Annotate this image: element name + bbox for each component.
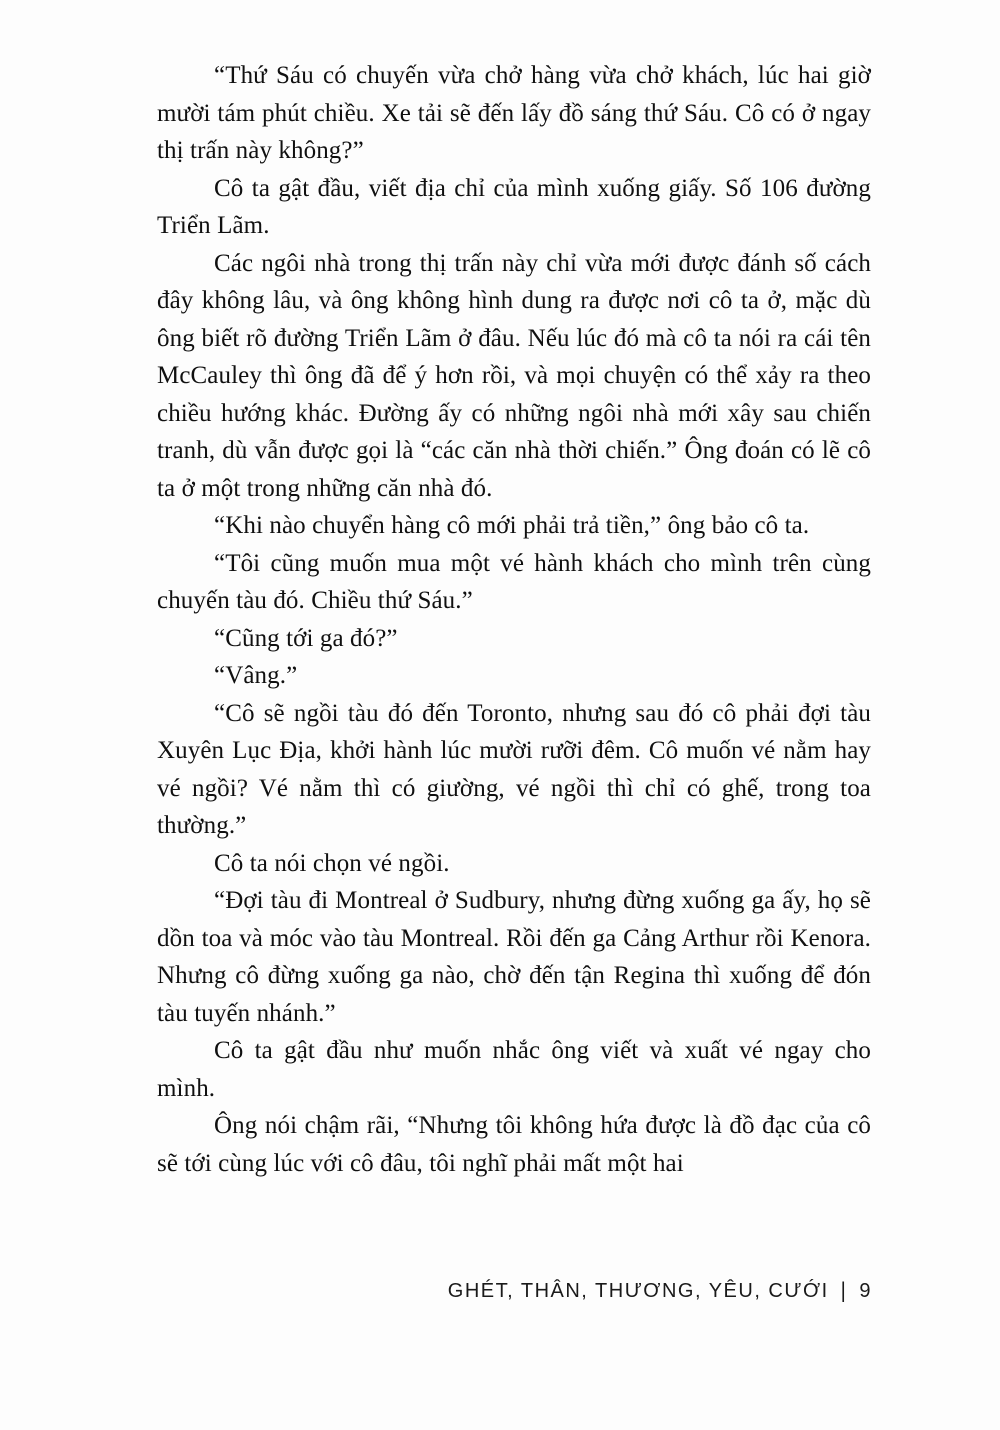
paragraph: Cô ta nói chọn vé ngồi.	[214, 849, 450, 877]
paragraph: “Khi nào chuyển hàng cô mới phải trả tiền,” ông bảo cô ta.	[214, 512, 810, 539]
paragraph: Cô ta gật đầu, viết địa chỉ của mình xuống giấy. Số 106 đường Triển Lãm.	[157, 174, 871, 239]
footer-separator: |	[840, 1278, 848, 1304]
paragraph: Ông nói chậm rãi, “Nhưng tôi không hứa được là đồ đạc của cô sẽ tới cùng lúc với cô đâu, tôi nghĩ phải mất một hai	[157, 1112, 871, 1177]
paragraph: “Tôi cũng muốn mua một vé hành khách cho mình trên cùng chuyến tàu đó. Chiều thứ Sáu.”	[157, 549, 871, 614]
paragraph: “Cũng tới ga đó?”	[214, 624, 398, 652]
paragraph: Cô ta gật đầu như muốn nhắc ông viết và xuất vé ngay cho mình.	[157, 1037, 871, 1102]
paragraph: “Đợi tàu đi Montreal ở Sudbury, nhưng đừng xuống ga ấy, họ sẽ dồn toa và móc vào tàu Montreal. Rồi đến ga Cảng Arthur rồi Kenora. Nhưng cô đừng xuống ga nào, chờ đến tận Regina thì xuống để đón tàu tuyến nhánh.”	[157, 887, 871, 1027]
paragraph: Các ngôi nhà trong thị trấn này chỉ vừa mới được đánh số cách đây không lâu, và ông không hình dung ra được nơi cô ta ở, mặc dù ông biết rõ đường Triển Lãm ở đâu. Nếu lúc đó mà cô ta nói ra cái tên McCauley thì ông đã để ý hơn rồi, và mọi chuyện có thể xảy ra theo chiều hướng khác. Đường ấy có những ngôi nhà mới xây sau chiến tranh, dù vẫn được gọi là “các căn nhà thời chiến.” Ông đoán có lẽ cô ta ở một trong những căn nhà đó.	[157, 249, 871, 502]
running-title: GHÉT, THÂN, THƯƠNG, YÊU, CƯỚI	[447, 1280, 829, 1302]
paragraph: “Thứ Sáu có chuyến vừa chở hàng vừa chở khách, lúc hai giờ mười tám phút chiều. Xe tải sẽ đến lấy đồ sáng thứ Sáu. Cô có ở ngay thị trấn này không?”	[157, 62, 871, 164]
page-footer	[448, 1280, 872, 1303]
text-block	[157, 57, 871, 1182]
paragraph: “Cô sẽ ngồi tàu đó đến Toronto, nhưng sau đó cô phải đợi tàu Xuyên Lục Địa, khởi hành lúc mười rưỡi đêm. Cô muốn vé nằm hay vé ngồi? Vé nằm thì có giường, vé ngồi thì chỉ có ghế, trong toa thường.”	[157, 699, 871, 839]
paragraph: “Vâng.”	[214, 662, 298, 689]
page-number: 9	[859, 1280, 872, 1302]
